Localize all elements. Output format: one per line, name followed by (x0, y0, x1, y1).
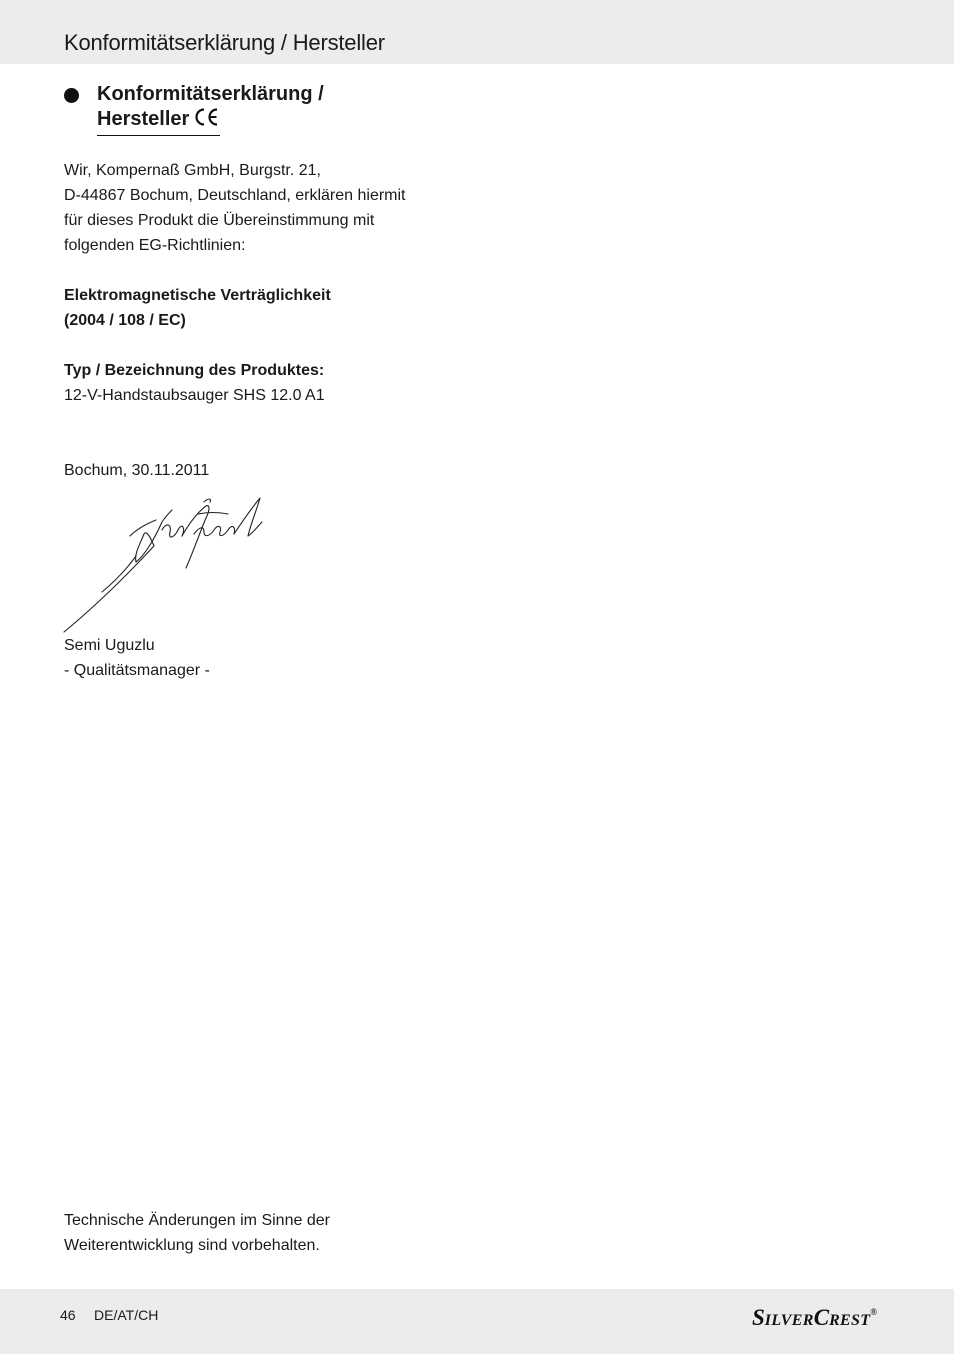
product-label: Typ / Bezeichnung des Produktes: (64, 362, 325, 379)
place-date: Bochum, 30.11.2011 (64, 462, 210, 479)
brand-logo (752, 1299, 877, 1334)
directive-title: Elektromagnetische Verträglichkeit (2004 / 108 / EC) (64, 287, 331, 329)
signature-image (58, 492, 268, 642)
page-header-title: Konformitätserklärung / Hersteller (64, 30, 385, 55)
declaration-intro: Wir, Kompernaß GmbH, Burgstr. 21, D-44867 Bochum, Deutschland, erklären hiermit für dieses Produkt die Übereinstimmung mit folgenden EG-Richtlinien: (64, 162, 406, 254)
ce-mark-icon (193, 107, 220, 134)
technical-changes-notice: Technische Änderungen im Sinne der Weiterentwicklung sind vorbehalten. (64, 1212, 330, 1254)
bullet-icon (64, 88, 79, 103)
section-heading-line2-wrapper (97, 107, 220, 136)
section-heading-text (97, 82, 427, 136)
section-heading-line1: Konformitätserklärung / (97, 83, 324, 105)
registered-mark: ® (870, 1307, 878, 1317)
brand-initial-s: S (752, 1305, 765, 1330)
brand-text-ilver: ILVER (764, 1312, 814, 1329)
signer-role: - Qualitätsmanager - (64, 662, 210, 679)
section-heading-line2: Hersteller (97, 108, 190, 130)
brand-initial-c: C (813, 1305, 830, 1330)
product-name: 12-V-Handstaubsauger SHS 12.0 A1 (64, 387, 325, 404)
footer-language: DE/AT/CH (94, 1307, 159, 1323)
brand-text-rest: REST (829, 1312, 871, 1329)
signer-name: Semi Uguzlu (64, 637, 155, 654)
page-number: 46 (60, 1307, 76, 1323)
